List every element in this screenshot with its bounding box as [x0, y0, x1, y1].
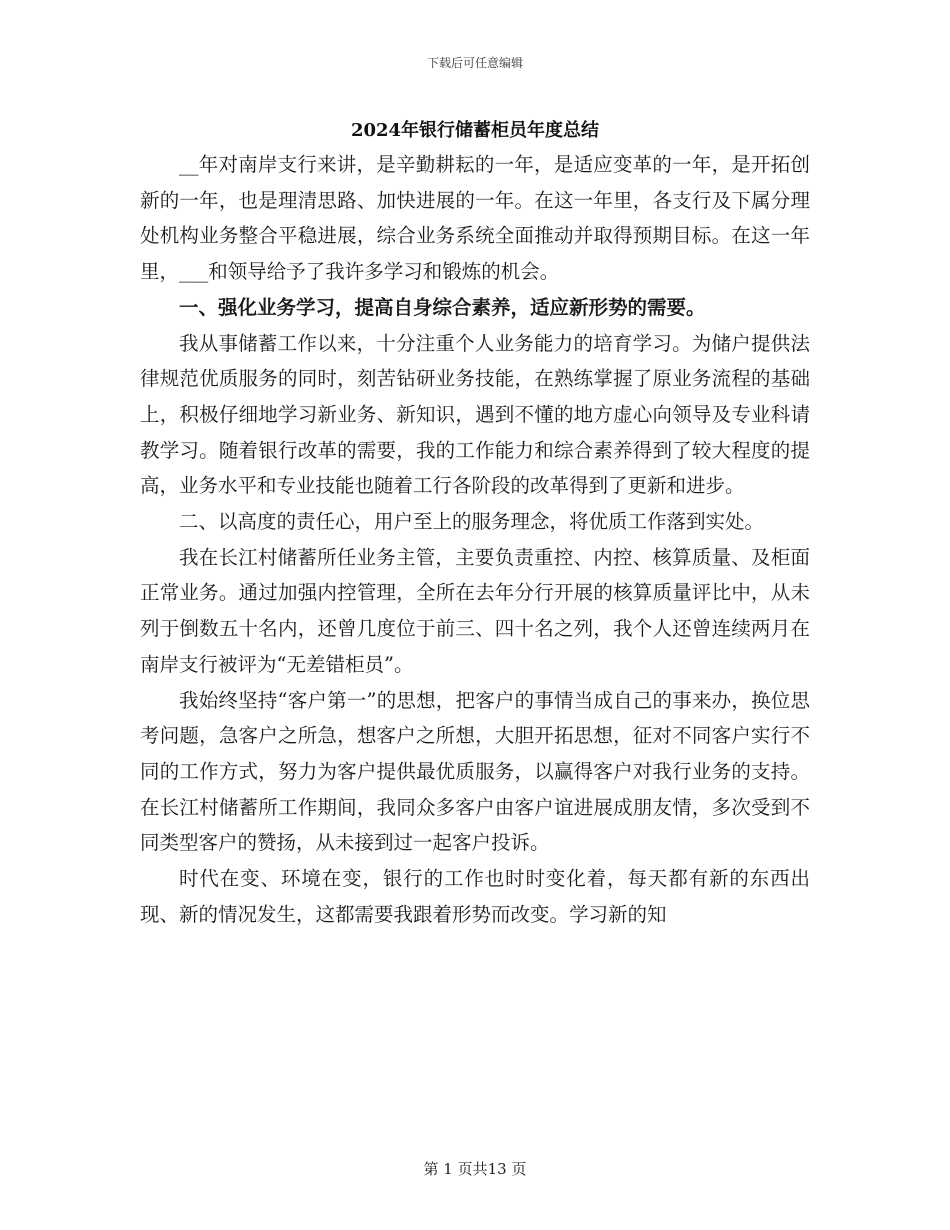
footer-page-number: 1 — [443, 1160, 453, 1178]
page-footer — [0, 1158, 950, 1179]
document-title: 2024年银行储蓄柜员年度总结 — [350, 120, 600, 141]
section-heading-1: 一、强化业务学习，提高自身综合素养，适应新形势的需要。 — [179, 295, 706, 319]
footer-middle: 页共 — [457, 1160, 488, 1178]
paragraph-customer-first: 我始终坚持“客户第一”的思想，把客户的事情当成自己的事来办，换位思考问题，急客户之所急，想客户之所想，大胆开拓思想，征对不同客户实行不同的工作方式，努力为客户提供最优质服务，以赢得客户对我行业务的支持。在长江村储蓄所工作期间，我同众多客户由客户谊进展成朋友情，多次受到不同类型客户的赞扬，从未接到过一起客户投诉。 — [140, 688, 810, 855]
document-body — [140, 147, 810, 932]
header-note: 下载后可任意编辑 — [426, 56, 523, 70]
section-heading-2: 二、以高度的责任心，用户至上的服务理念，将优质工作落到实处。 — [179, 510, 765, 534]
footer-suffix: 页 — [511, 1160, 527, 1178]
footer-total-pages: 13 — [487, 1160, 507, 1178]
paragraph-intro: __年对南岸支行来讲，是辛勤耕耘的一年，是适应变革的一年，是开拓创新的一年，也是理清思路、加快进展的一年。在这一年里，各支行及下属分理处机构业务整合平稳进展，综合业务系统全面推动并取得预期目标。在这一年里，___和领导给予了我许多学习和锻炼的机会。 — [140, 153, 810, 284]
paragraph-supervisor: 我在长江村储蓄所任业务主管，主要负责重控、内控、核算质量、及柜面正常业务。通过加强内控管理，全所在去年分行开展的核算质量评比中，从未列于倒数五十名内，还曾几度位于前三、四十名之列，我个人还曾连续两月在南岸支行被评为“无差错柜员”。 — [140, 545, 810, 676]
paragraph-times-change: 时代在变、环境在变，银行的工作也时时变化着，每天都有新的东西出现、新的情况发生，这都需要我跟着形势而改变。学习新的知 — [140, 867, 810, 926]
paragraph-study: 我从事储蓄工作以来，十分注重个人业务能力的培育学习。为储户提供法律规范优质服务的同时，刻苦钻研业务技能，在熟练掌握了原业务流程的基础上，积极仔细地学习新业务、新知识，遇到不懂的地方虚心向领导及专业科请教学习。随着银行改革的需要，我的工作能力和综合素养得到了较大程度的提高，业务水平和专业技能也随着工行各阶段的改革得到了更新和进步。 — [140, 331, 810, 498]
footer-prefix: 第 — [423, 1160, 439, 1178]
